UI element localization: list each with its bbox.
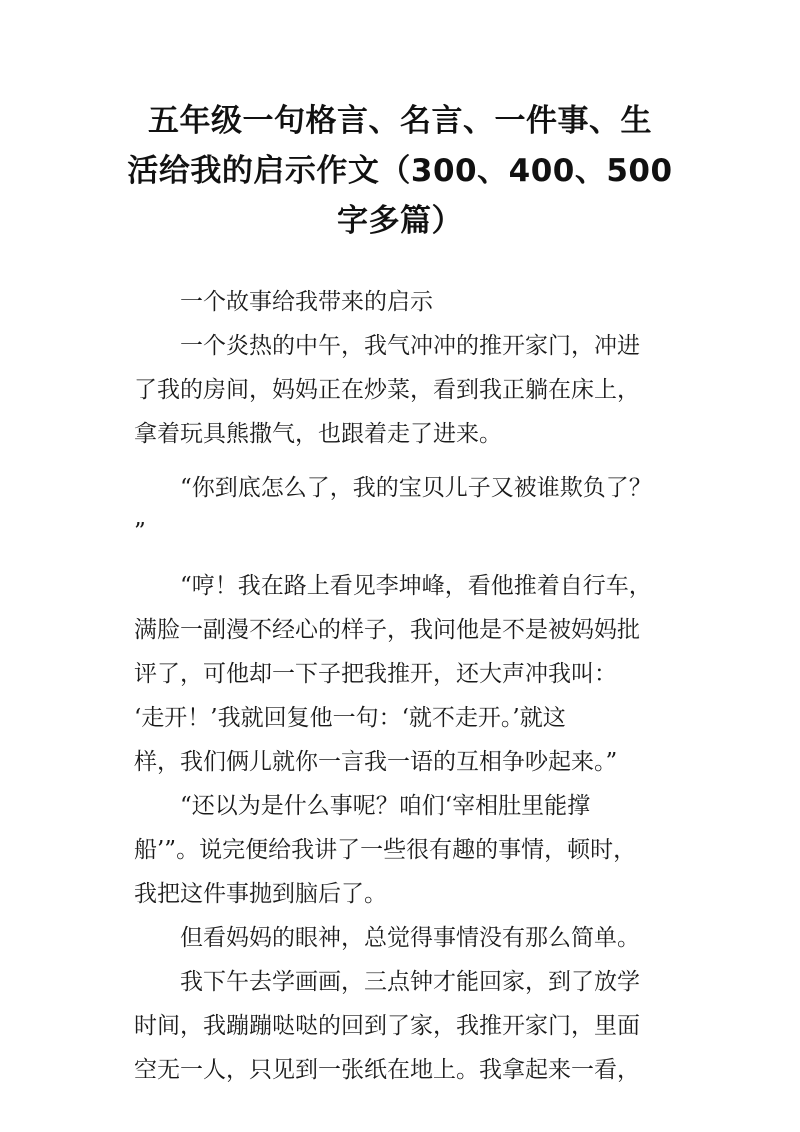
- title-line: 五年级一句格言、名言、一件事、生: [148, 103, 652, 139]
- paragraph-line: 我下午去学画画，三点钟才能回家，到了放学: [180, 969, 640, 995]
- paragraph-line: 样，我们俩儿就你一言我一语的互相争吵起来。”: [134, 749, 618, 775]
- paragraph: [134, 960, 694, 1092]
- article-body: [134, 280, 694, 1092]
- paragraph-line: 了我的房间，妈妈正在炒菜，看到我正躺在床上，: [134, 377, 640, 403]
- paragraph-line: ”: [134, 519, 146, 545]
- paragraph-line: “哼！我在路上看见李坤峰，看他推着自行车，: [180, 573, 652, 599]
- paragraph-line: 船’”。说完便给我讲了一些很有趣的事情，顿时，: [134, 837, 637, 863]
- paragraph-line: 满脸一副漫不经心的样子，我问他是不是被妈妈批: [134, 617, 640, 643]
- paragraph: [134, 784, 694, 916]
- paragraph-line: 评了，可他却一下子把我推开，还大声冲我叫：: [134, 661, 617, 687]
- paragraph-line: 拿着玩具熊撒气，也跟着走了进来。: [134, 421, 502, 447]
- paragraph-line: ‘走开！’我就回复他一句：‘就不走开。’就这: [134, 705, 566, 731]
- paragraph: [134, 466, 694, 554]
- document-title: [120, 96, 680, 246]
- paragraph-line: “还以为是什么事呢？咱们‘宰相肚里能撑: [180, 793, 591, 819]
- paragraph-line: “你到底怎么了，我的宝贝儿子又被谁欺负了？: [180, 475, 652, 501]
- paragraph: [134, 916, 694, 960]
- paragraph-line: 时间，我蹦蹦哒哒的回到了家，我推开家门，里面: [134, 1013, 640, 1039]
- title-line: 活给我的启示作文（300、400、500: [127, 153, 673, 189]
- paragraph-line: 一个炎热的中午，我气冲冲的推开家门，冲进: [180, 333, 640, 359]
- paragraph-line: 我把这件事抛到脑后了。: [134, 881, 387, 907]
- paragraph-line: 但看妈妈的眼神，总觉得事情没有那么简单。: [180, 925, 640, 951]
- paragraph: [134, 324, 694, 456]
- title-line: 字多篇）: [337, 203, 463, 239]
- paragraph-line: 空无一人，只见到一张纸在地上。我拿起来一看，: [134, 1057, 640, 1083]
- article-heading: 一个故事给我带来的启示: [180, 289, 433, 315]
- paragraph: [134, 564, 694, 784]
